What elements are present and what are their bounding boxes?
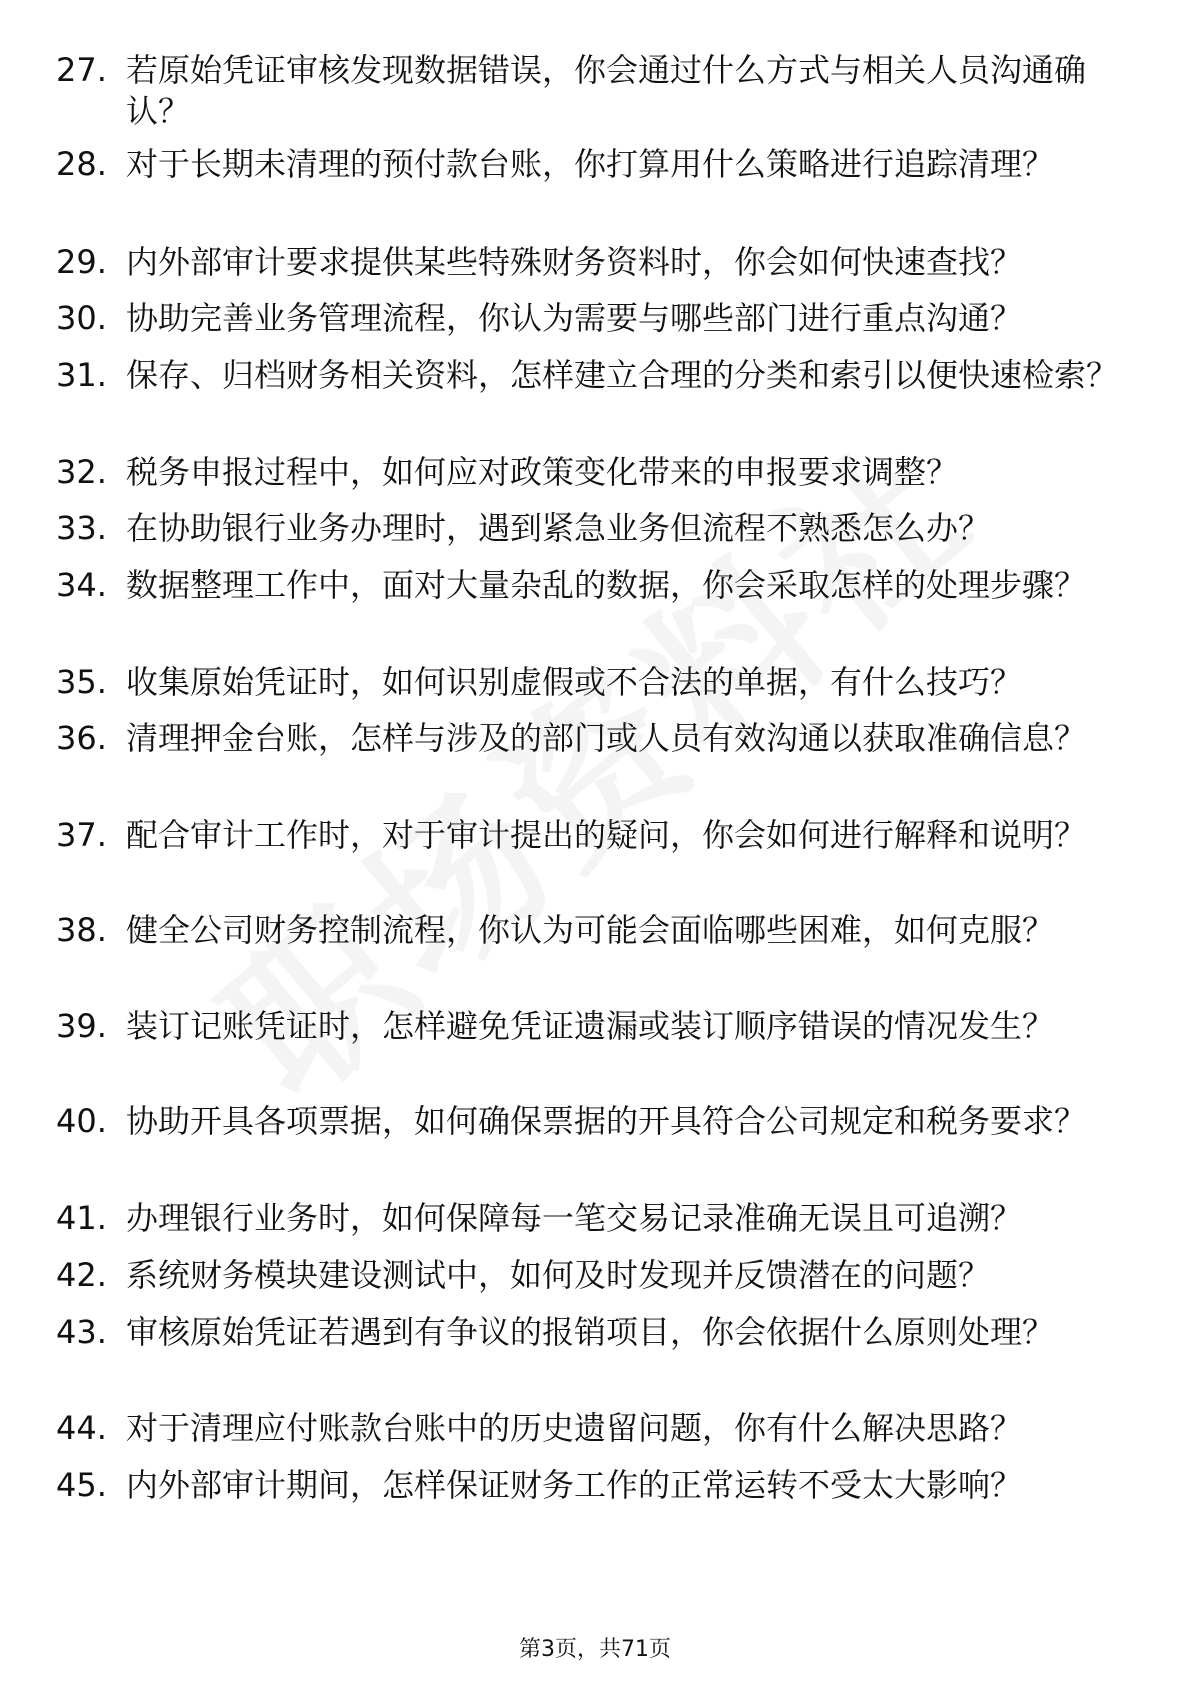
question-number: 36. <box>56 719 107 757</box>
question-item <box>56 242 1136 283</box>
question-number: 29. <box>56 243 107 281</box>
question-text: 办理银行业务时，如何保障每一笔交易记录准确无误且可追溯？ <box>126 1199 1023 1237</box>
question-text: 内外部审计要求提供某些特殊财务资料时，你会如何快速查找？ <box>126 243 1023 281</box>
question-item <box>56 1006 1136 1047</box>
question-text: 在协助银行业务办理时，遇到紧急业务但流程不熟悉怎么办？ <box>126 509 991 547</box>
question-text: 配合审计工作时，对于审计提出的疑问，你会如何进行解释和说明？ <box>126 816 1087 854</box>
question-item <box>56 1465 1136 1506</box>
question-text: 健全公司财务控制流程，你认为可能会面临哪些困难，如何克服？ <box>126 911 1055 949</box>
question-text: 装订记账凭证时，怎样避免凭证遗漏或装订顺序错误的情况发生？ <box>126 1007 1055 1045</box>
question-number: 31. <box>56 356 107 394</box>
question-item <box>56 508 1136 549</box>
question-number: 27. <box>56 51 107 89</box>
question-item <box>56 452 1136 493</box>
question-item <box>56 1101 1136 1142</box>
question-text: 系统财务模块建设测试中，如何及时发现并反馈潜在的问题？ <box>126 1256 991 1294</box>
question-item <box>56 910 1136 951</box>
question-item <box>56 1198 1136 1239</box>
question-item <box>56 355 1136 396</box>
question-item <box>56 1255 1136 1296</box>
question-item <box>56 815 1136 856</box>
question-number: 43. <box>56 1313 107 1351</box>
question-number: 44. <box>56 1409 107 1447</box>
question-text: 协助完善业务管理流程，你认为需要与哪些部门进行重点沟通？ <box>126 299 1023 337</box>
question-item <box>56 662 1136 703</box>
page-number-label: 第3页，共71页 <box>519 1637 671 1662</box>
question-number: 37. <box>56 816 107 854</box>
question-number: 30. <box>56 299 107 337</box>
question-number: 34. <box>56 566 107 604</box>
question-number: 42. <box>56 1256 107 1294</box>
question-text: 内外部审计期间，怎样保证财务工作的正常运转不受太大影响？ <box>126 1466 1023 1504</box>
question-number: 45. <box>56 1466 107 1504</box>
question-number: 41. <box>56 1199 107 1237</box>
question-text: 收集原始凭证时，如何识别虚假或不合法的单据，有什么技巧？ <box>126 663 1023 701</box>
question-text: 若原始凭证审核发现数据错误，你会通过什么方式与相关人员沟通确认？ <box>126 51 1087 130</box>
question-item <box>56 1408 1136 1449</box>
question-text: 对于清理应付账款台账中的历史遗留问题，你有什么解决思路？ <box>126 1409 1023 1447</box>
question-number: 28. <box>56 145 107 183</box>
question-item <box>56 50 1136 132</box>
question-text: 对于长期未清理的预付款台账，你打算用什么策略进行追踪清理？ <box>126 145 1055 183</box>
question-item <box>56 1312 1136 1353</box>
question-number: 32. <box>56 453 107 491</box>
question-number: 35. <box>56 663 107 701</box>
question-text: 审核原始凭证若遇到有争议的报销项目，你会依据什么原则处理？ <box>126 1313 1055 1351</box>
question-item <box>56 298 1136 339</box>
question-item <box>56 565 1136 606</box>
question-text: 清理押金台账，怎样与涉及的部门或人员有效沟通以获取准确信息？ <box>126 719 1087 757</box>
question-number: 33. <box>56 509 107 547</box>
page-footer <box>0 1632 1190 1663</box>
question-number: 40. <box>56 1102 107 1140</box>
question-text: 协助开具各项票据，如何确保票据的开具符合公司规定和税务要求？ <box>126 1102 1087 1140</box>
question-text: 税务申报过程中，如何应对政策变化带来的申报要求调整？ <box>126 453 959 491</box>
question-text: 保存、归档财务相关资料，怎样建立合理的分类和索引以便快速检索？ <box>126 356 1119 394</box>
question-item <box>56 144 1136 185</box>
question-text: 数据整理工作中，面对大量杂乱的数据，你会采取怎样的处理步骤？ <box>126 566 1087 604</box>
question-number: 38. <box>56 911 107 949</box>
question-number: 39. <box>56 1007 107 1045</box>
question-item <box>56 718 1136 759</box>
